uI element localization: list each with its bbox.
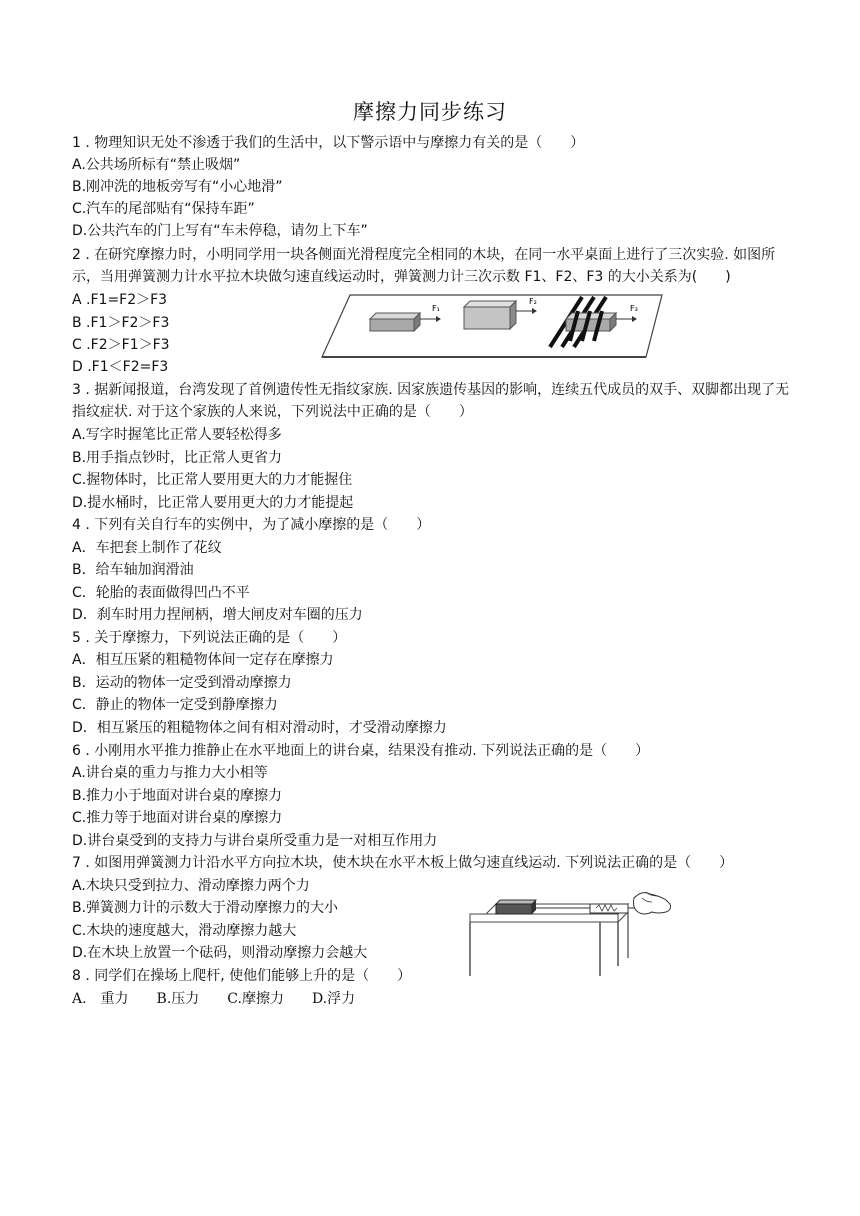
q3-option-c: C.握物体时，比正常人要用更大的力才能握住	[72, 472, 353, 488]
question-4-stem: 4 . 下列有关自行车的实例中，为了减小摩擦的是（ ）	[72, 517, 431, 533]
q3-option-b: B.用手指点钞时，比正常人更省力	[72, 450, 283, 466]
q7-option-d: D.在木块上放置一个砝码，则滑动摩擦力会越大	[72, 945, 368, 961]
page-title: 摩擦力同步练习	[353, 100, 507, 124]
q4-option-d: D．刹车时用力捏闸柄，增大闸皮对车圈的压力	[72, 607, 363, 623]
spring-scale-icon	[590, 904, 636, 913]
f3-label: F₃	[630, 304, 638, 313]
question-8-stem: 8 . 同学们在操场上爬杆, 使他们能够上升的是（ ）	[72, 968, 412, 984]
q7-option-b: B.弹簧测力计的示数大于滑动摩擦力的大小	[72, 900, 339, 916]
question-2-stem: 2 . 在研究摩擦力时，小明同学用一块各侧面光滑程度完全相同的木块，在同一水平桌面上进行了三次实验. 如图所示，当用弹簧测力计水平拉木块做匀速直线运动时，弹簧测力计三次示数 F1、F2、F3 的大小关系为( )	[72, 247, 776, 285]
q7-option-c: C.木块的速度越大，滑动摩擦力越大	[72, 923, 297, 939]
q5-option-a: A．相互压紧的粗糙物体间一定存在摩擦力	[72, 652, 334, 668]
q1-option-d: D.公共汽车的门上写有“车未停稳，请勿上下车”	[72, 223, 368, 239]
q2-option-b: B .F1＞F2＞F3	[72, 315, 170, 331]
f1-label: F₁	[432, 304, 440, 313]
q2-friction-experiment-figure	[320, 289, 666, 363]
q5-option-d: D．相互紧压的粗糙物体之间有相对滑动时，才受滑动摩擦力	[72, 720, 447, 736]
hand-icon	[634, 893, 671, 914]
q5-option-b: B．运动的物体一定受到滑动摩擦力	[72, 675, 292, 691]
q1-option-c: C.汽车的尾部贴有“保持车距”	[72, 201, 255, 217]
q2-option-a: A .F1=F2＞F3	[72, 292, 168, 308]
question-7-stem: 7 . 如图用弹簧测力计沿水平方向拉木块，使木块在水平木板上做匀速直线运动. 下列说法正确的是（ ）	[72, 855, 734, 871]
q4-option-a: A．车把套上制作了花纹	[72, 540, 222, 556]
question-5-stem: 5 . 关于摩擦力，下列说法正确的是（ ）	[72, 630, 347, 646]
q1-option-a: A.公共场所标有“禁止吸烟”	[72, 157, 241, 173]
question-6-stem: 6 . 小刚用水平推力推静止在水平地面上的讲台桌，结果没有推动. 下列说法正确的是（ ）	[72, 743, 650, 759]
q3-option-d: D.提水桶时，比正常人要用更大的力才能提起	[72, 495, 354, 511]
q1-option-b: B.刚冲洗的地板旁写有“小心地滑”	[72, 179, 283, 195]
q8-options: A. 重力 B.压力 C.摩擦力 D.浮力	[72, 991, 356, 1007]
f2-label: F₂	[529, 297, 537, 306]
q6-option-d: D.讲台桌受到的支持力与讲台桌所受重力是一对相互作用力	[72, 833, 438, 849]
q2-option-d: D .F1＜F2=F3	[72, 359, 169, 375]
q6-option-b: B.推力小于地面对讲台桌的摩擦力	[72, 788, 283, 804]
q6-option-c: C.推力等于地面对讲台桌的摩擦力	[72, 810, 283, 826]
q4-option-c: C．轮胎的表面做得凹凸不平	[72, 585, 250, 601]
q5-option-c: C．静止的物体一定受到静摩擦力	[72, 697, 278, 713]
q2-option-c: C .F2＞F1＞F3	[72, 337, 170, 353]
question-1-stem: 1 . 物理知识无处不渗透于我们的生活中，以下警示语中与摩擦力有关的是（ ）	[72, 135, 585, 151]
question-3-stem: 3 . 据新闻报道，台湾发现了首例遗传性无指纹家族. 因家族遗传基因的影响，连续五代成员的双手、双脚都出现了无指纹症状. 对于这个家族的人来说，下列说法中正确的是（ ）	[72, 382, 790, 420]
q7-option-a: A.木块只受到拉力、滑动摩擦力两个力	[72, 878, 310, 894]
q4-option-b: B．给车轴加润滑油	[72, 562, 194, 578]
wooden-block-icon	[496, 900, 536, 914]
q6-option-a: A.讲台桌的重力与推力大小相等	[72, 765, 268, 781]
q7-spring-scale-figure	[468, 884, 674, 976]
q3-option-a: A.写字时握笔比正常人要轻松得多	[72, 427, 282, 443]
